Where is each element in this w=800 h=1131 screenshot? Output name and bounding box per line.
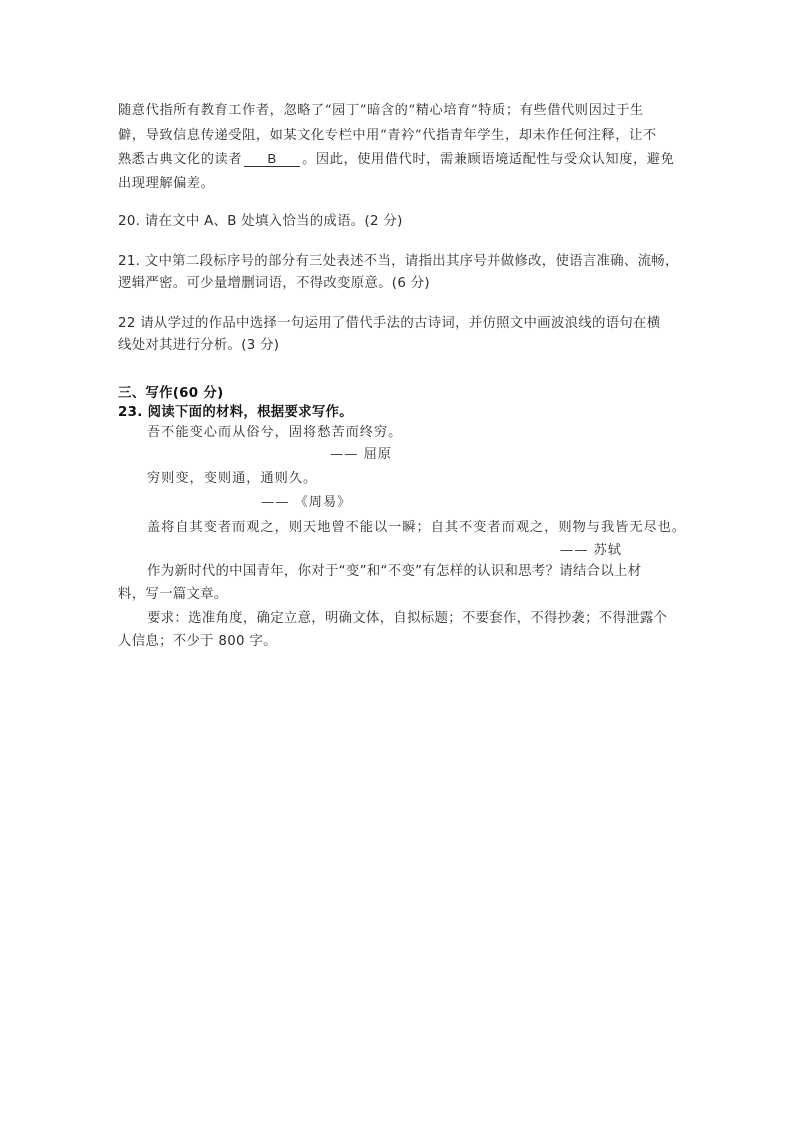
quote-2: 穷则变，变则通，通则久。 [147,471,318,486]
blank-b: B [244,151,300,167]
question-20: 20. 请在文中 A、B 处填入恰当的成语。(2 分) [118,214,403,229]
question-21-line-1: 21. 文中第二段标序号的部分有三处表述不当，请指出其序号并做修改，使语言准确、流畅， [118,254,679,269]
requirements-line-2: 人信息；不少于 800 字。 [118,634,277,649]
quote-2-source: —— 《周易》 [261,495,352,510]
quote-3-source: —— 苏轼 [560,543,622,558]
quote-1: 吾不能变心而从俗兮，固将愁苦而终穷。 [147,425,403,440]
prompt-line-1: 作为新时代的中国青年，你对于“变”和“不变”有怎样的认识和思考？请结合以上材 [147,564,642,579]
quote-1-source: —— 屈原 [330,447,392,462]
passage-line-2: 僻，导致信息传递受阻，如某文化专栏中用“青衿”代指青年学生，却未作任何注释，让不 [118,128,657,143]
passage-line-1: 随意代指所有教育工作者，忽略了“园丁”暗含的“精心培育”特质；有些借代则因过于生 [118,103,644,118]
requirements-line-1: 要求：选准角度，确定立意，明确文体，自拟标题；不要套作，不得抄袭；不得泄露个 [147,611,668,626]
passage-line-3 [118,148,674,167]
prompt-line-2: 料，写一篇文章。 [118,587,228,602]
section-title-writing: 三、写作(60 分) [118,386,224,401]
question-23-title: 23. 阅读下面的材料，根据要求写作。 [118,405,353,420]
passage-line-4: 出现理解偏差。 [118,176,215,191]
passage-line-3-pre: 熟悉古典文化的读者 [118,152,243,167]
question-22-line-1: 22 请从学过的作品中选择一句运用了借代手法的古诗词，并仿照文中画波浪线的语句在横 [118,316,661,331]
question-22-line-2: 线处对其进行分析。(3 分) [118,338,280,353]
question-21-line-2: 逻辑严密。可少量增删词语，不得改变原意。(6 分) [118,276,430,291]
passage-line-3-post: 。因此，使用借代时，需兼顾语境适配性与受众认知度，避免 [302,152,675,167]
quote-3: 盖将自其变者而观之，则天地曾不能以一瞬；自其不变者而观之，则物与我皆无尽也。 [147,520,687,535]
